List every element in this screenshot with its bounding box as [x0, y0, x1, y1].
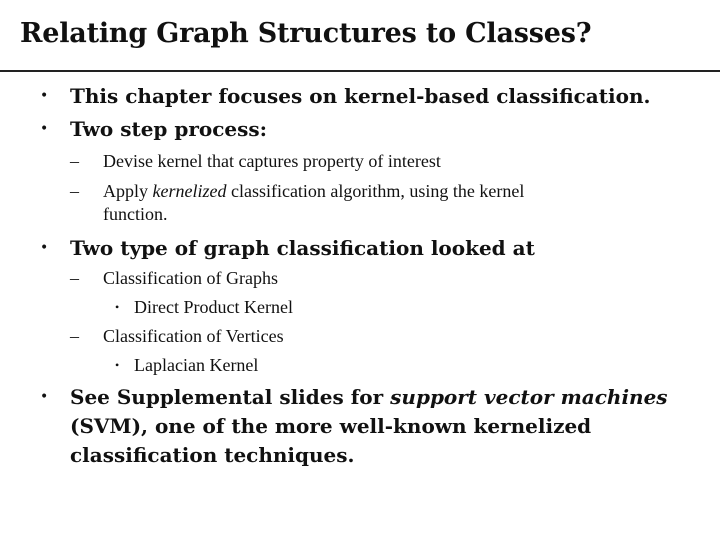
bullet-text: classification techniques.: [70, 443, 355, 467]
sub-bullet-text: Classification of Graphs: [103, 268, 278, 288]
bullet-text: Two step process:: [70, 117, 268, 141]
sub-bullet-dash: –: [70, 151, 79, 171]
sub-bullet-dash: –: [70, 326, 79, 346]
bullet-dot: •: [40, 88, 49, 104]
sub-bullet-text: [103, 180, 524, 203]
bullet-text: This chapter focuses on kernel-based classification.: [70, 84, 651, 108]
bullet-text: Two type of graph classification looked at: [70, 236, 535, 260]
bullet-dot: •: [40, 240, 49, 256]
bullet-text: [70, 383, 668, 412]
sub-sub-bullet-text: Laplacian Kernel: [134, 355, 259, 375]
italic-term: kernelized: [152, 181, 227, 201]
italic-term: support vector machines: [390, 385, 668, 409]
bullet-dot: •: [115, 300, 120, 314]
bullet-dot: •: [40, 389, 49, 405]
sub-bullet-text: Classification of Vertices: [103, 326, 284, 346]
sub-bullet-text: Devise kernel that captures property of interest: [103, 151, 441, 171]
bullet-dot: •: [115, 358, 120, 372]
title-divider: [0, 70, 720, 72]
slide-title: Relating Graph Structures to Classes?: [20, 18, 592, 49]
bullet-text: (SVM), one of the more well-known kernelized: [70, 414, 592, 438]
text-run: Apply: [103, 181, 153, 201]
text-run: classification algorithm, using the kernel: [226, 181, 525, 201]
text-run: See Supplemental slides for: [70, 385, 391, 409]
sub-bullet-text: function.: [103, 204, 168, 224]
sub-sub-bullet-text: Direct Product Kernel: [134, 297, 293, 317]
sub-bullet-dash: –: [70, 268, 79, 288]
sub-bullet-dash: –: [70, 181, 79, 201]
bullet-dot: •: [40, 121, 49, 137]
